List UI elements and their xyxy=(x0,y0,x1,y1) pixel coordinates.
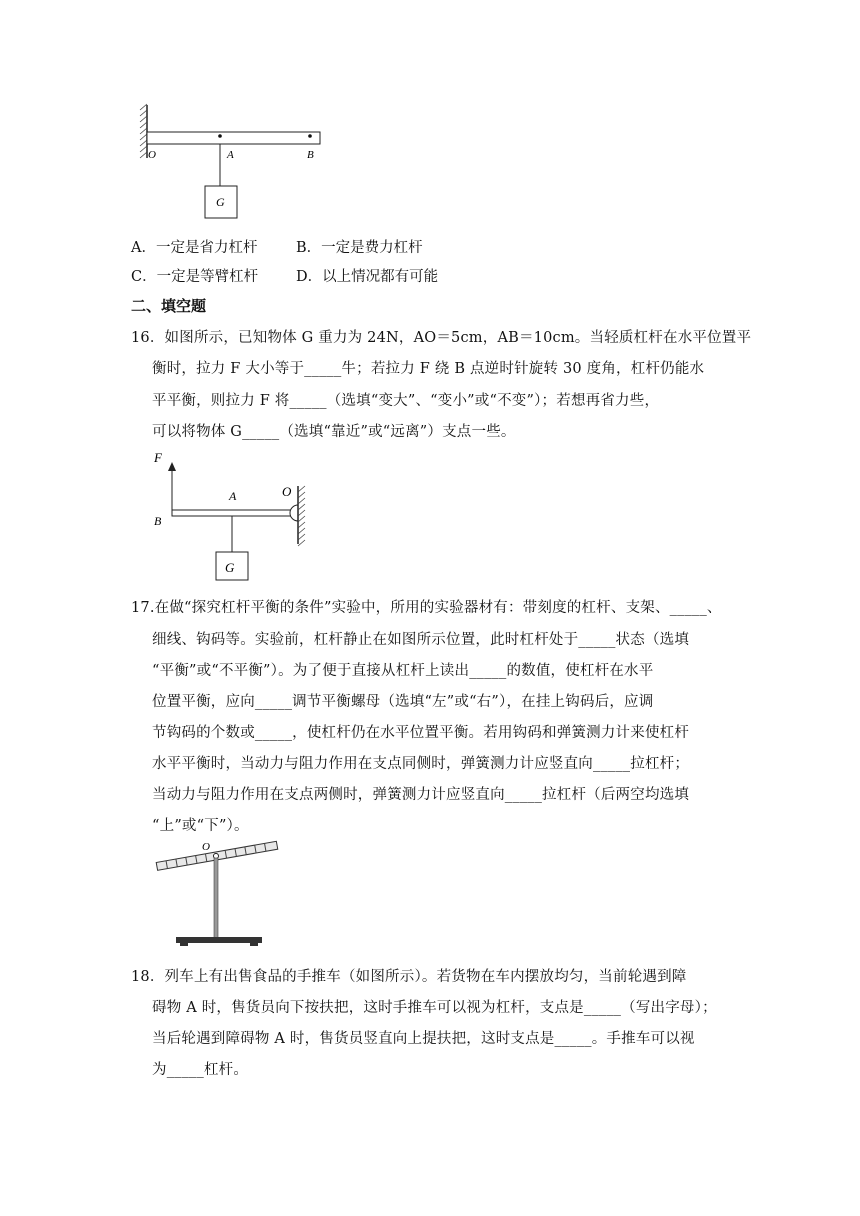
q18-line-1: 18．列车上有出售食品的手推车（如图所示）。若货物在车内摆放均匀，当前轮遇到障 xyxy=(131,969,687,985)
option-d: D．以上情况都有可能 xyxy=(296,269,439,285)
q17-line-5: 节钩码的个数或_____，使杠杆仍在水平位置平衡。若用钩码和弹簧测力计来使杠杆 xyxy=(152,725,690,741)
section-title-fill-in: 二、填空题 xyxy=(131,297,207,315)
lever-figure-1 xyxy=(130,100,330,225)
q16-line-4: 可以将物体 G_____（选填“靠近”或“远离”）支点一些。 xyxy=(152,424,516,440)
q17-line-3: “平衡”或“不平衡”）。为了便于直接从杠杆上读出_____的数值，使杠杆在水平 xyxy=(152,663,654,679)
q16-line-1: 16．如图所示，已知物体 G 重力为 24N，AO＝5cm，AB＝10cm。当轻质杠杆在水平位置平 xyxy=(131,330,752,346)
q17-line-8: “上”或“下”）。 xyxy=(152,818,249,834)
fig2-label-b: B xyxy=(154,514,162,528)
q17-line-1: 17.在做“探究杠杆平衡的条件”实验中，所用的实验器材有：带刻度的杠杆、支架、_____、 xyxy=(131,600,722,616)
fig2-label-o: O xyxy=(282,484,292,499)
option-c: C．一定是等臂杠杆 xyxy=(131,269,259,285)
option-b: B．一定是费力杠杆 xyxy=(296,240,423,256)
q16-line-2: 衡时，拉力 F 大小等于_____牛；若拉力 F 绕 B 点逆时针旋转 30 度角，杠杆仍能水 xyxy=(152,361,705,377)
lever-figure-2 xyxy=(148,448,318,583)
q17-line-4: 位置平衡，应向_____调节平衡螺母（选填“左”或“右”），在挂上钩码后，应调 xyxy=(152,694,654,710)
option-a: A．一定是省力杠杆 xyxy=(131,240,258,256)
fig2-label-g: G xyxy=(225,560,235,575)
q18-line-4: 为_____杠杆。 xyxy=(152,1062,249,1078)
fig1-label-a: A xyxy=(227,149,234,161)
lever-stand-figure xyxy=(150,840,290,950)
fig1-label-o: O xyxy=(148,149,156,161)
q16-line-3: 平平衡，则拉力 F 将_____（选填“变大”、“变小”或“不变”）；若想再省力些， xyxy=(152,393,660,409)
fig3-label-o: O xyxy=(202,841,210,853)
fig2-label-a: A xyxy=(229,489,237,503)
q18-line-3: 当后轮遇到障碍物 A 时，售货员竖直向上提扶把，这时支点是_____。手推车可以视 xyxy=(152,1031,695,1047)
fig2-label-f: F xyxy=(154,450,162,465)
q18-line-2: 碍物 A 时，售货员向下按扶把，这时手推车可以视为杠杆，支点是_____（写出字母）； xyxy=(152,1000,717,1016)
q17-line-2: 细线、钩码等。实验前，杠杆静止在如图所示位置，此时杠杆处于_____状态（选填 xyxy=(152,632,690,648)
q17-line-6: 水平平衡时，当动力与阻力作用在支点同侧时，弹簧测力计应竖直向_____拉杠杆； xyxy=(152,756,690,772)
q17-line-7: 当动力与阻力作用在支点两侧时，弹簧测力计应竖直向_____拉杠杆（后两空均选填 xyxy=(152,787,690,803)
fig1-label-g: G xyxy=(216,195,225,209)
fig1-label-b: B xyxy=(307,149,314,161)
